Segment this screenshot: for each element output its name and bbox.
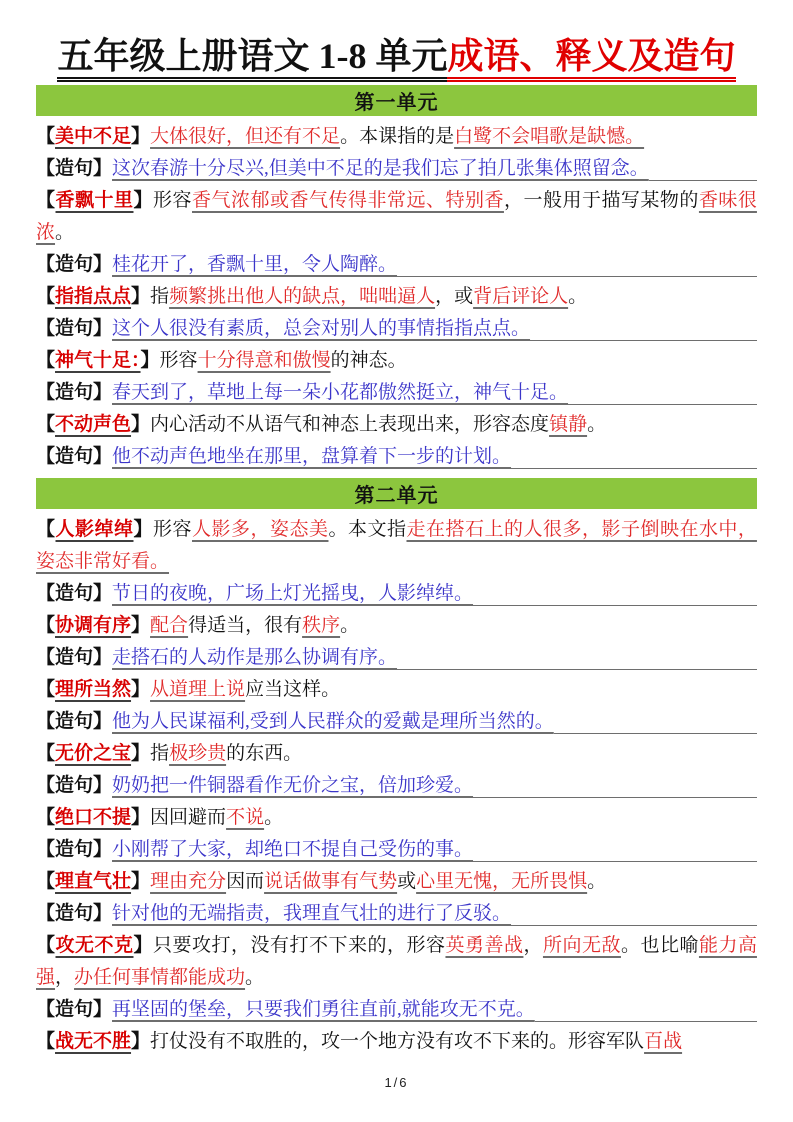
bracket-mark: 【 <box>36 871 56 893</box>
idiom-term: 无价之宝 <box>55 743 132 765</box>
bracket-mark: 】 <box>131 743 151 765</box>
example-sentence: 节日的夜晚，广场上灯光摇曳，人影绰绰。 <box>112 583 474 605</box>
definition-text: 形容 <box>153 190 192 212</box>
bracket-mark: 】 <box>133 935 153 957</box>
definition-entry <box>36 738 757 770</box>
sentence-entry <box>36 898 757 930</box>
example-sentence: 他不动声色地坐在那里，盘算着下一步的计划。 <box>112 446 512 468</box>
zaoju-label: 【造句】 <box>36 711 113 733</box>
sentence-entry <box>36 834 757 866</box>
definition-entry <box>36 281 757 313</box>
page-title <box>36 36 757 77</box>
example-sentence: 春天到了，草地上每一朵小花都傲然挺立，神气十足。 <box>112 382 569 404</box>
definition-text: 形容 <box>153 519 192 541</box>
definition-text: 英勇善战 <box>445 935 524 957</box>
example-sentence: 针对他的无端指责，我理直气壮的进行了反驳。 <box>112 903 512 925</box>
blank-line <box>568 404 757 405</box>
example-sentence: 再坚固的堡垒，只要我们勇往直前,就能攻无不克。 <box>112 999 535 1021</box>
definition-text: ， <box>523 935 543 957</box>
definition-text: 香味很浓 <box>36 190 757 244</box>
idiom-term: 人影绰绰 <box>55 519 134 541</box>
bracket-mark: 】 <box>131 615 151 637</box>
sections-container <box>36 85 757 1058</box>
definition-text: 得适当，很有 <box>188 615 303 637</box>
blank-line <box>530 340 757 341</box>
definition-text: ， <box>55 967 75 989</box>
definition-text: ，或 <box>435 286 474 308</box>
blank-line <box>511 468 757 469</box>
definition-text: 镇静 <box>549 414 588 436</box>
bracket-mark: 【 <box>36 615 56 637</box>
definition-entry <box>36 610 757 642</box>
definition-entry <box>36 1026 757 1058</box>
bracket-mark: 【 <box>36 1031 56 1053</box>
definition-text: 形容 <box>159 350 198 372</box>
definition-text: 或 <box>397 871 417 893</box>
zaoju-label: 【造句】 <box>36 775 113 797</box>
blank-line <box>473 605 757 606</box>
definition-text: 。本文指 <box>328 519 407 541</box>
idiom-term: 香飘十里 <box>55 190 134 212</box>
definition-text: 因而 <box>226 871 265 893</box>
definition-text: 应当这样。 <box>245 679 341 701</box>
idiom-term: 协调有序 <box>55 615 132 637</box>
blank-line <box>554 733 757 734</box>
idiom-term: 美中不足 <box>55 126 132 148</box>
bracket-mark: 】 <box>131 871 151 893</box>
bracket-mark: 【 <box>36 743 56 765</box>
sentence-entry <box>36 994 757 1026</box>
blank-line <box>397 669 757 670</box>
bracket-mark: 】 <box>131 414 151 436</box>
sentence-entry <box>36 770 757 802</box>
title-main-text: 五年级上册语文 1-8 单元 <box>57 36 447 82</box>
zaoju-label: 【造句】 <box>36 254 113 276</box>
definition-text: 打仗没有不取胜的，攻一个地方没有攻不下来的。形容军队 <box>150 1031 645 1053</box>
definition-text: 能力高强 <box>36 935 757 989</box>
bracket-mark: 】 <box>131 1031 151 1053</box>
blank-line <box>535 1021 757 1022</box>
bracket-mark: 【 <box>36 286 56 308</box>
definition-text: 。 <box>568 286 588 308</box>
definition-entry <box>36 185 757 249</box>
bracket-mark: 】 <box>131 286 151 308</box>
definition-text: 频繁挑出他人的缺点，咄咄逼人 <box>169 286 436 308</box>
bracket-mark: 【 <box>36 190 56 212</box>
blank-line <box>397 276 757 277</box>
definition-text: 百战 <box>644 1031 683 1053</box>
definition-text: 。 <box>587 414 607 436</box>
definition-text: 十分得意和傲慢 <box>197 350 331 372</box>
definition-text: 办任何事情都能成功 <box>74 967 246 989</box>
bracket-mark: 】 <box>131 807 151 829</box>
definition-text: 所向无敌 <box>542 935 621 957</box>
zaoju-label: 【造句】 <box>36 318 113 340</box>
definition-entry <box>36 866 757 898</box>
definition-text: 的东西。 <box>226 743 303 765</box>
bracket-mark: 【 <box>36 126 56 148</box>
idiom-term: 不动声色 <box>55 414 132 436</box>
page-footer <box>0 1075 793 1090</box>
definition-text: 心里无愧，无所畏惧 <box>416 871 588 893</box>
definition-text: 不说 <box>226 807 265 829</box>
blank-line <box>473 797 757 798</box>
zaoju-label: 【造句】 <box>36 999 113 1021</box>
page-number: 1/6 <box>384 1075 409 1090</box>
unit-banner: 第一单元 <box>36 85 757 116</box>
idiom-term: 理所当然 <box>55 679 132 701</box>
zaoju-label: 【造句】 <box>36 158 113 180</box>
definition-entry <box>36 930 757 994</box>
definition-text: 。 <box>55 222 75 244</box>
definition-text: ，一般用于描写某物的 <box>503 190 699 212</box>
bracket-mark: 【 <box>36 414 56 436</box>
definition-text: 指 <box>150 286 170 308</box>
zaoju-label: 【造句】 <box>36 446 113 468</box>
bracket-mark: 】 <box>140 350 160 372</box>
bracket-mark: 【 <box>36 935 56 957</box>
definition-text: 。 <box>340 615 360 637</box>
blank-line <box>511 925 757 926</box>
definition-entry <box>36 345 757 377</box>
definition-text: 配合 <box>150 615 189 637</box>
zaoju-label: 【造句】 <box>36 583 113 605</box>
sentence-entry <box>36 153 757 185</box>
definition-text: 走在搭石上的人很多，影子倒映在水中，姿态非常好看。 <box>36 519 757 573</box>
idiom-term: 绝口不提 <box>55 807 132 829</box>
blank-line <box>649 180 757 181</box>
definition-text: 人影多，姿态美 <box>192 519 329 541</box>
bracket-mark: 】 <box>133 519 153 541</box>
definition-text: 香气浓郁或香气传得非常远、特别香 <box>192 190 504 212</box>
definition-text: 。 <box>264 807 284 829</box>
zaoju-label: 【造句】 <box>36 903 113 925</box>
sentence-entry <box>36 313 757 345</box>
definition-text: 只要攻打，没有打不下来的，形容 <box>153 935 446 957</box>
definition-entry <box>36 674 757 706</box>
unit-banner: 第二单元 <box>36 478 757 509</box>
definition-text: 因回避而 <box>150 807 227 829</box>
definition-text: 极珍贵 <box>169 743 227 765</box>
bracket-mark: 【 <box>36 519 56 541</box>
bracket-mark: 【 <box>36 679 56 701</box>
sentence-entry <box>36 642 757 674</box>
definition-entry <box>36 409 757 441</box>
zaoju-label: 【造句】 <box>36 382 113 404</box>
definition-entry <box>36 121 757 153</box>
example-sentence: 小刚帮了大家，却绝口不提自己受伤的事。 <box>112 839 474 861</box>
definition-text: 秩序 <box>302 615 341 637</box>
bracket-mark: 【 <box>36 350 56 372</box>
definition-text: 的神态。 <box>330 350 407 372</box>
example-sentence: 奶奶把一件铜器看作无价之宝，倍加珍爱。 <box>112 775 474 797</box>
sentence-entry <box>36 706 757 738</box>
sentence-entry <box>36 377 757 409</box>
idiom-term: 攻无不克 <box>55 935 134 957</box>
idiom-term: 指指点点 <box>55 286 132 308</box>
blank-line <box>473 861 757 862</box>
definition-text: 。本课指的是 <box>340 126 455 148</box>
zaoju-label: 【造句】 <box>36 647 113 669</box>
sentence-entry <box>36 249 757 281</box>
bracket-mark: 】 <box>133 190 153 212</box>
definition-text: 。 <box>587 871 607 893</box>
sentence-entry <box>36 441 757 473</box>
example-sentence: 他为人民谋福利,受到人民群众的爱戴是理所当然的。 <box>112 711 554 733</box>
definition-text: 理由充分 <box>150 871 227 893</box>
bracket-mark: 】 <box>131 679 151 701</box>
definition-text: 背后评论人 <box>473 286 569 308</box>
definition-text: 内心活动不从语气和神态上表现出来，形容态度 <box>150 414 550 436</box>
example-sentence: 这个人很没有素质，总会对别人的事情指指点点。 <box>112 318 531 340</box>
example-sentence: 走搭石的人动作是那么协调有序。 <box>112 647 398 669</box>
definition-entry <box>36 514 757 578</box>
example-sentence: 桂花开了，香飘十里，令人陶醉。 <box>112 254 398 276</box>
definition-text: 指 <box>150 743 170 765</box>
definition-text: 。也比喻 <box>620 935 699 957</box>
idiom-term: 战无不胜 <box>55 1031 132 1053</box>
definition-text: 说话做事有气势 <box>264 871 398 893</box>
idiom-term: 理直气壮 <box>55 871 132 893</box>
idiom-term: 神气十足： <box>55 350 141 372</box>
definition-text: 。 <box>245 967 265 989</box>
example-sentence: 这次春游十分尽兴,但美中不足的是我们忘了拍几张集体照留念。 <box>112 158 649 180</box>
sentence-entry <box>36 578 757 610</box>
definition-text: 白鹭不会唱歌是缺憾。 <box>454 126 645 148</box>
bracket-mark: 【 <box>36 807 56 829</box>
definition-text: 大体很好，但还有不足 <box>150 126 341 148</box>
title-accent-text: 成语、释义及造句 <box>447 36 735 82</box>
definition-text: 从道理上说 <box>150 679 246 701</box>
zaoju-label: 【造句】 <box>36 839 113 861</box>
bracket-mark: 】 <box>131 126 151 148</box>
definition-entry <box>36 802 757 834</box>
